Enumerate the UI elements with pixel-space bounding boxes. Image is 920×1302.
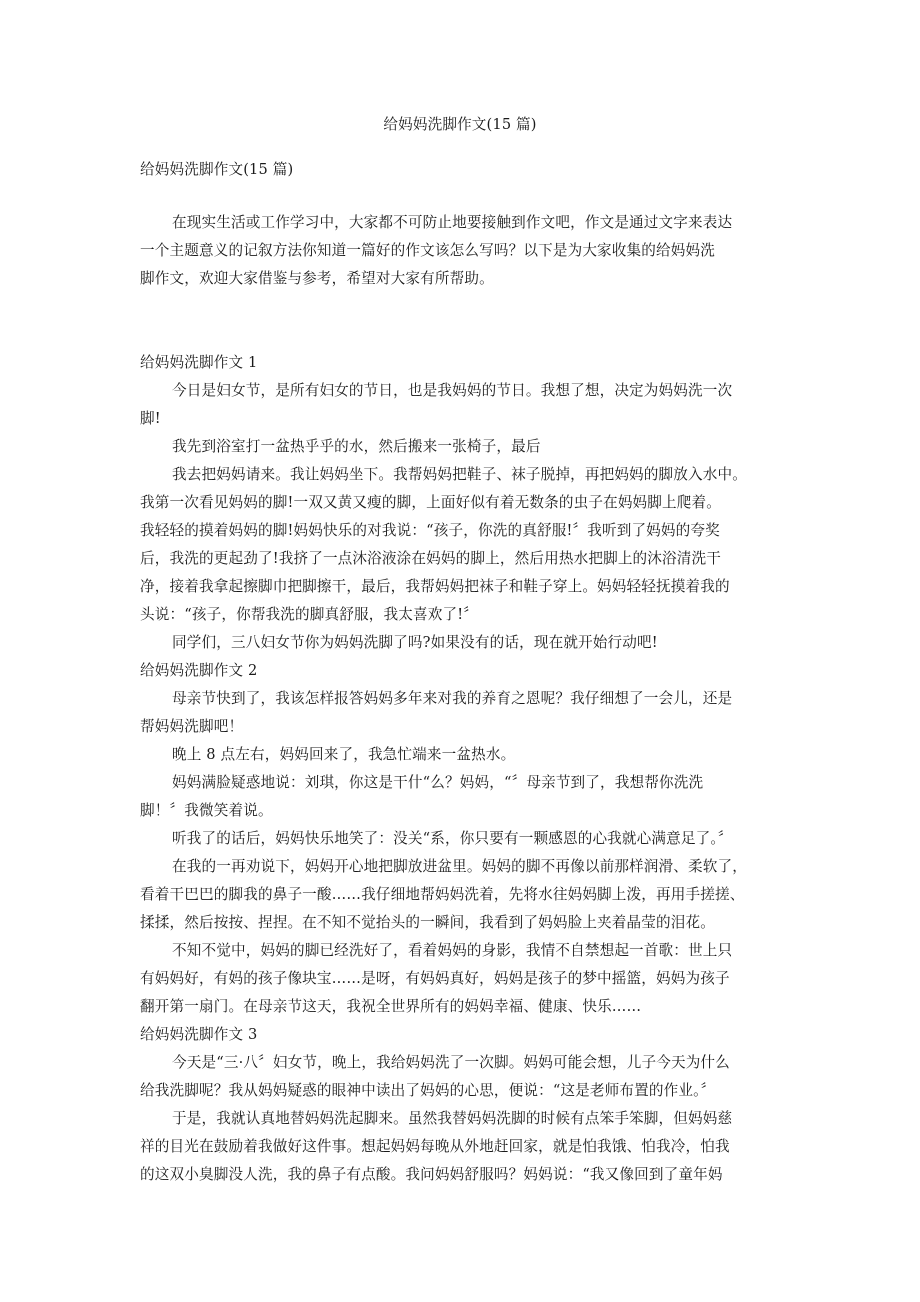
document-subtitle: 给妈妈洗脚作文(15 篇) xyxy=(140,161,294,178)
essay-line: 我第一次看见妈妈的脚!一双又黄又瘦的脚，上面好似有着无数条的虫子在妈妈脚上爬着。 xyxy=(140,494,722,511)
essay-line: 揉揉，然后按按、捏捏。在不知不觉抬头的一瞬间，我看到了妈妈脸上夹着晶莹的泪花。 xyxy=(140,914,716,931)
intro-line: 脚作文，欢迎大家借鉴与参考，希望对大家有所帮助。 xyxy=(140,270,494,287)
document-title: 给妈妈洗脚作文(15 篇) xyxy=(383,116,537,133)
essay-line: 看着干巴巴的脚我的鼻子一酸……我仔细地帮妈妈洗着，先将水往妈妈脚上泼，再用手搓搓、 xyxy=(140,886,745,903)
essay-line: 祥的目光在鼓励着我做好这件事。想起妈妈每晚从外地赶回家，就是怕我饿、怕我冷，怕我 xyxy=(140,1138,730,1155)
essay-line: 翻开第一扇门。在母亲节这天，我祝全世界所有的妈妈幸福、健康、快乐…… xyxy=(140,998,642,1015)
essay-line: 在我的一再劝说下，妈妈开心地把脚放进盆里。妈妈的脚不再像以前那样润滑、柔软了， xyxy=(172,858,748,875)
essay-line: 今日是妇女节，是所有妇女的节日，也是我妈妈的节日。我想了想，决定为妈妈洗一次 xyxy=(172,382,733,399)
essay-line: 头说：“孩子，你帮我洗的脚真舒服，我太喜欢了!〞 xyxy=(140,606,478,623)
essay-line: 帮妈妈洗脚吧！ xyxy=(140,718,244,735)
essay-line: 脚！〞我微笑着说。 xyxy=(140,802,273,819)
intro-line: 一个主题意义的记叙方法你知道一篇好的作文该怎么写吗？以下是为大家收集的给妈妈洗 xyxy=(140,242,716,259)
essay-line: 晚上 8 点左右，妈妈回来了，我急忙端来一盆热水。 xyxy=(172,746,516,763)
essay-line: 脚! xyxy=(140,410,161,427)
essay-line: 我轻轻的摸着妈妈的脚!妈妈快乐的对我说：“孩子，你洗的真舒服!〞我听到了妈妈的夸奖 xyxy=(140,522,720,539)
essay-line: 有妈妈好，有妈的孩子像块宝……是呀，有妈妈真好，妈妈是孩子的梦中摇篮，妈妈为孩子 xyxy=(140,970,730,987)
essay-line: 今天是“三·八〞妇女节，晚上，我给妈妈洗了一次脚。妈妈可能会想，儿子今天为什么 xyxy=(172,1054,730,1071)
essay-heading: 给妈妈洗脚作文 1 xyxy=(140,354,258,371)
essay-line: 母亲节快到了，我该怎样报答妈妈多年来对我的养育之恩呢？我仔细想了一会儿，还是 xyxy=(172,690,733,707)
essay-line: 的这双小臭脚没人洗，我的鼻子有点酸。我问妈妈舒服吗？妈妈说：“我又像回到了童年妈 xyxy=(140,1166,723,1183)
essay-line: 我先到浴室打一盆热乎乎的水，然后搬来一张椅子，最后 xyxy=(172,438,541,455)
essay-line: 于是，我就认真地替妈妈洗起脚来。虽然我替妈妈洗脚的时候有点笨手笨脚，但妈妈慈 xyxy=(172,1110,733,1127)
essay-line: 妈妈满脸疑惑地说：刘琪，你这是干什“么？妈妈，“〞母亲节到了，我想帮你洗洗 xyxy=(172,774,704,791)
essay-line: 净，接着我拿起擦脚巾把脚擦干，最后，我帮妈妈把袜子和鞋子穿上。妈妈轻轻抚摸着我的 xyxy=(140,578,730,595)
essay-heading: 给妈妈洗脚作文 2 xyxy=(140,662,258,679)
essay-line: 后，我洗的更起劲了!我挤了一点沐浴液涂在妈妈的脚上，然后用热水把脚上的沐浴清洗干 xyxy=(140,550,722,567)
essay-line: 我去把妈妈请来。我让妈妈坐下。我帮妈妈把鞋子、袜子脱掉，再把妈妈的脚放入水中。 xyxy=(172,466,748,483)
essay-line: 听我了的话后，妈妈快乐地笑了：没关“系，你只要有一颗感恩的心我就心满意足了。〞 xyxy=(172,830,733,847)
essay-line: 不知不觉中，妈妈的脚已经洗好了，看着妈妈的身影，我情不自禁想起一首歌：世上只 xyxy=(172,942,733,959)
essay-heading: 给妈妈洗脚作文 3 xyxy=(140,1026,258,1043)
intro-line: 在现实生活或工作学习中，大家都不可防止地要接触到作文吧，作文是通过文字来表达 xyxy=(172,214,733,231)
essay-line: 给我洗脚呢？我从妈妈疑惑的眼神中读出了妈妈的心思，便说：“这是老师布置的作业。〞 xyxy=(140,1082,716,1099)
essay-line: 同学们，三八妇女节你为妈妈洗脚了吗?如果没有的话，现在就开始行动吧! xyxy=(172,634,658,651)
